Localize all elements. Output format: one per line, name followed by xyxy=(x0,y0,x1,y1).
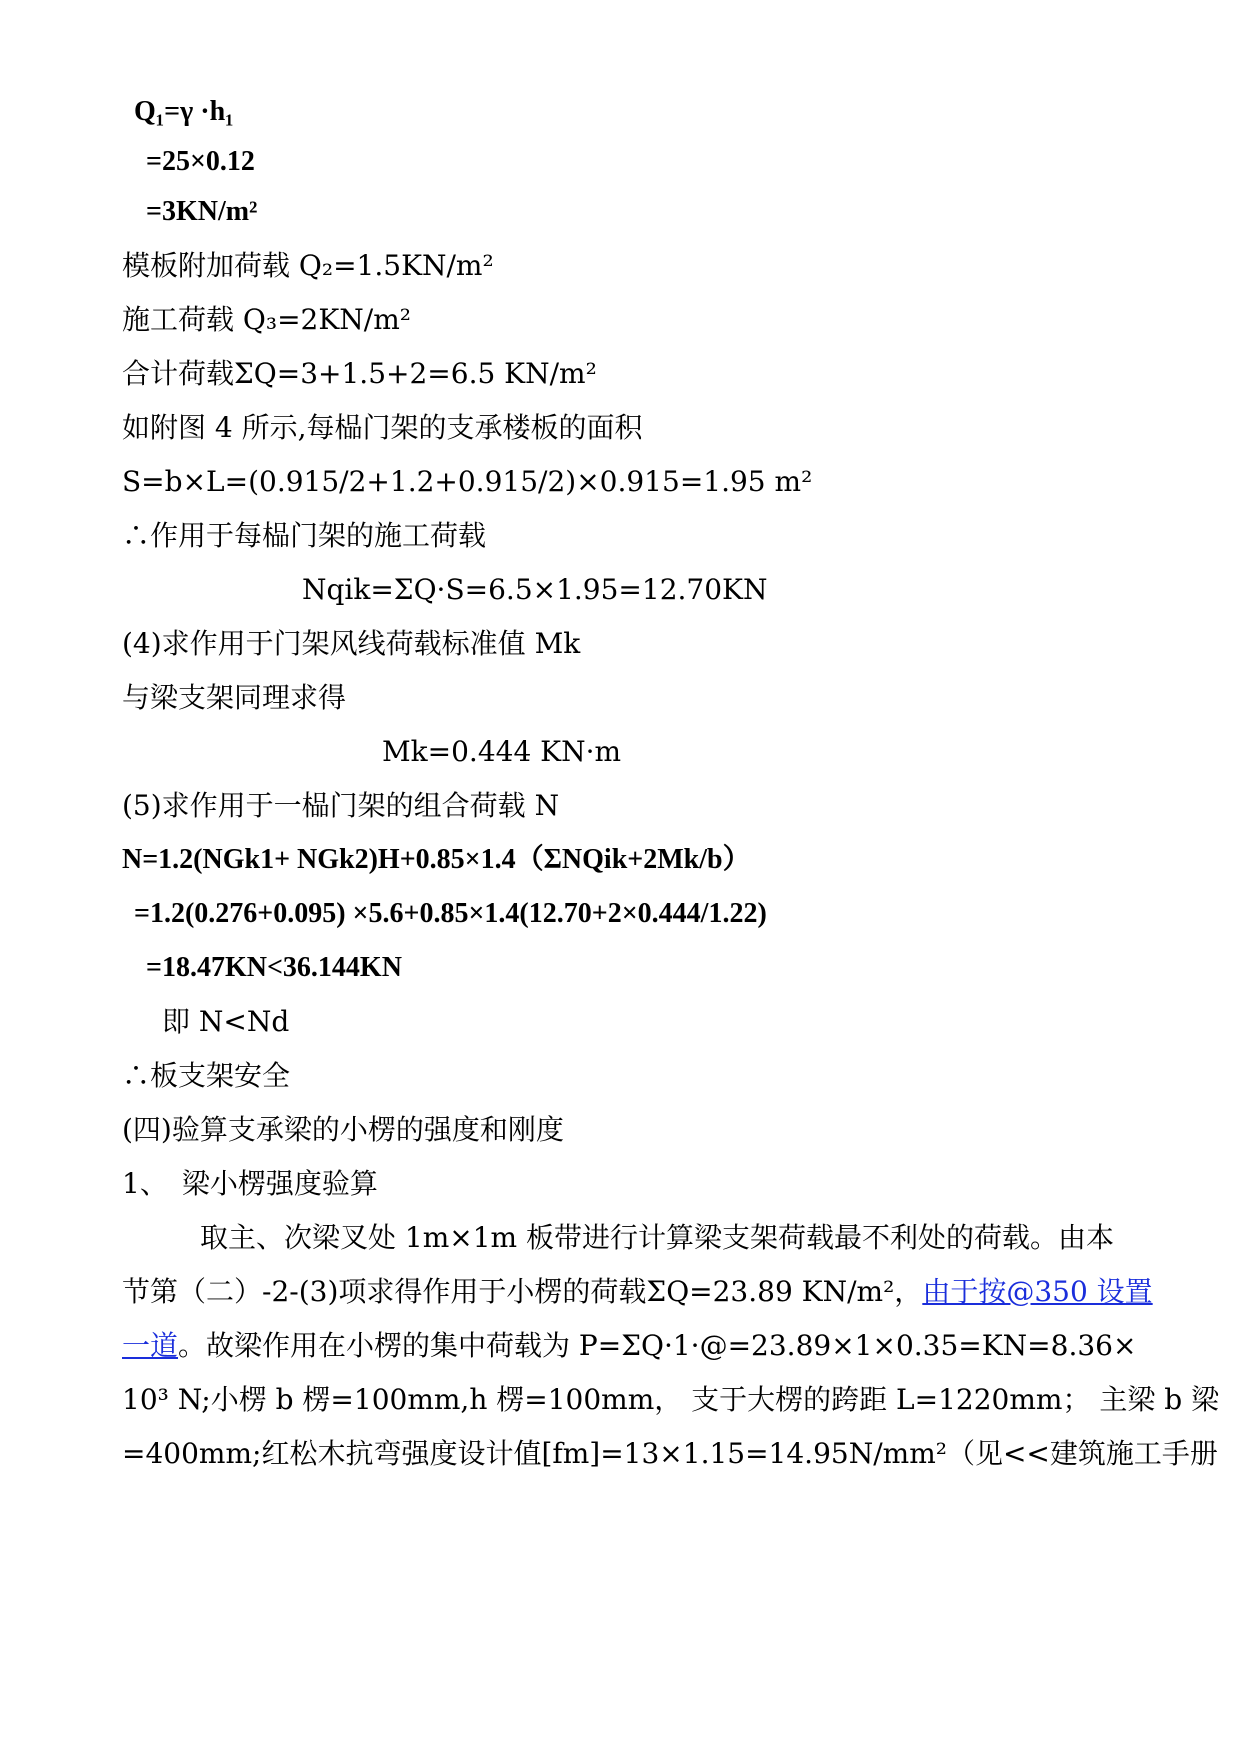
load-per-frame-formula: Nqik=ΣQ·S=6.5×1.95=12.70KN xyxy=(302,573,768,606)
safety-conclusion: ∴板支架安全 xyxy=(122,1059,291,1092)
combined-load-result: =18.47KN<36.144KN xyxy=(146,952,402,983)
wind-load-heading: (4)求作用于门架风线荷载标准值 Mk xyxy=(122,627,581,660)
spacing-link-part2[interactable]: 一道 xyxy=(122,1329,179,1362)
formula-q1-result: =3KN/m² xyxy=(146,196,258,227)
combined-load-formula: N=1.2(NGk1+ NGk2)H+0.85×1.4（ΣNQik+2Mk/b） xyxy=(122,844,751,875)
construction-load: 施工荷载 Q₃=2KN/m² xyxy=(122,303,411,336)
template-extra-load: 模板附加荷载 Q₂=1.5KN/m² xyxy=(122,249,494,282)
area-description: 如附图 4 所示,每榀门架的支承楼板的面积 xyxy=(122,411,643,444)
paragraph-line-1: 取主、次梁叉处 1m×1m 板带进行计算梁支架荷载最不利处的荷载。由本 xyxy=(200,1221,1114,1254)
combined-load-heading: (5)求作用于一榀门架的组合荷载 N xyxy=(122,789,560,822)
load-per-frame-heading: ∴作用于每榀门架的施工荷载 xyxy=(122,519,487,552)
wind-load-note: 与梁支架同理求得 xyxy=(122,681,347,714)
paragraph-line-5: =400mm;红松木抗弯强度设计值[fm]=13×1.15=14.95N/mm²（见<<建筑施工手册 xyxy=(122,1437,1218,1470)
area-formula: S=b×L=(0.915/2+1.2+0.915/2)×0.915=1.95 m² xyxy=(122,465,813,498)
subsection-heading-1: 1、 梁小楞强度验算 xyxy=(122,1167,378,1200)
comparison-result: 即 N<Nd xyxy=(162,1005,290,1038)
combined-load-substitution: =1.2(0.276+0.095) ×5.6+0.85×1.4(12.70+2×0.444/1.22) xyxy=(134,898,767,929)
section-heading-four: (四)验算支承梁的小楞的强度和刚度 xyxy=(122,1113,564,1146)
paragraph-line-3-text: 。故梁作用在小楞的集中荷载为 P=ΣQ·1·@=23.89×1×0.35=KN=8.36× xyxy=(178,1329,1137,1362)
wind-moment-formula: Mk=0.444 KN·m xyxy=(382,735,622,768)
total-load: 合计荷载ΣQ=3+1.5+2=6.5 KN/m² xyxy=(122,357,597,390)
paragraph-line-4: 10³ N;小楞 b 楞=100mm,h 楞=100mm， 支于大楞的跨距 L=1220mm； 主梁 b 梁 xyxy=(122,1383,1220,1416)
paragraph-line-3 xyxy=(122,1328,1136,1364)
formula-q1-step1: =25×0.12 xyxy=(146,146,255,177)
paragraph-line-2 xyxy=(122,1274,1153,1310)
spacing-link-part1[interactable]: 由于按@350 设置 xyxy=(922,1275,1153,1308)
formula-q1: Q₁=γ ·h₁ xyxy=(134,96,234,127)
paragraph-line-2-text: 节第（二）-2-(3)项求得作用于小楞的荷载ΣQ=23.89 KN/m²， xyxy=(122,1275,923,1308)
